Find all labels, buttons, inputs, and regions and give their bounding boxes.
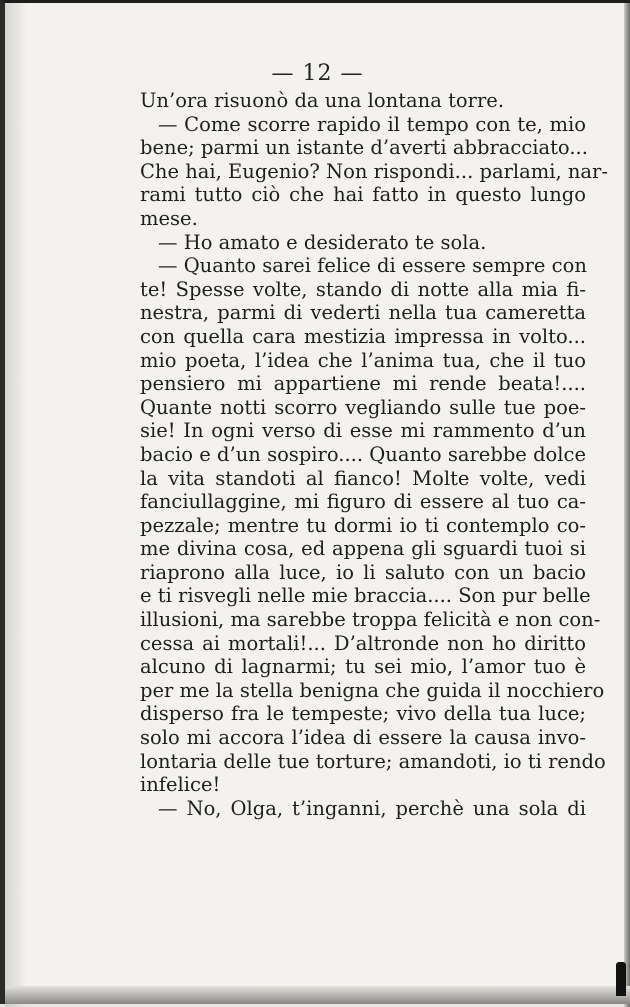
text-line: Quante notti scorro vegliando sulle tue poe-: [140, 395, 586, 419]
text-line: disperso fra le tempeste; vivo della tua luce;: [140, 702, 586, 726]
text-line: illusioni, ma sarebbe troppa felicità e non con-: [140, 608, 601, 632]
scan-corner-mark: [616, 962, 626, 996]
text-line: sie! In ogni verso di esse mi rammento d’un: [140, 419, 586, 443]
page-number: — 12 —: [271, 61, 364, 86]
text-line: riaprono alla luce, io li saluto con un bacio: [140, 560, 586, 584]
text-line: e ti risvegli nelle mie braccia.... Son pur belle: [140, 584, 591, 608]
text-line: fanciullaggine, mi figuro di essere al tuo ca-: [140, 490, 586, 514]
text-line: con quella cara mestizia impressa in volto...: [140, 324, 586, 348]
text-line: infelice!: [140, 773, 221, 797]
text-line: rami tutto ciò che hai fatto in questo lungo: [140, 183, 586, 207]
text-line: la vita standoti al fianco! Molte volte, vedi: [140, 466, 586, 490]
text-line: bene; parmi un istante d’averti abbracciato...: [140, 136, 588, 160]
text-line: cessa ai mortali!... D’altronde non ho diritto: [140, 631, 586, 655]
text-line: solo mi accora l’idea di essere la causa invo-: [140, 726, 586, 750]
text-line: — No, Olga, t’inganni, perchè una sola di: [158, 796, 586, 820]
text-line: mese.: [140, 206, 198, 230]
text-line: per me la stella benigna che guida il nocchiero: [140, 678, 605, 702]
binding-shadow: [5, 3, 27, 1007]
text-line: te! Spesse volte, stando di notte alla mia fi-: [140, 277, 586, 301]
text-line: Un’ora risuonò da una lontana torre.: [140, 89, 505, 112]
text-line: me divina cosa, ed appena gli sguardi tuoi si: [140, 537, 586, 561]
text-line: bacio e d’un sospiro.... Quanto sarebbe dolce: [140, 442, 586, 466]
text-line: mio poeta, l’idea che l’anima tua, che il tuo: [140, 348, 586, 372]
text-line: — Quanto sarei felice di essere sempre con: [158, 254, 587, 278]
text-line: pensiero mi appartiene mi rende beata!....: [140, 372, 586, 396]
page-edge-right: [624, 3, 630, 1007]
body-text: [140, 89, 608, 820]
text-line: — Come scorre rapido il tempo con te, mio: [158, 112, 586, 136]
page-edge-bottom: [5, 986, 630, 1004]
text-line: alcuno di lagnarmi; tu sei mio, l’amor tuo è: [140, 655, 586, 679]
text-line: — Ho amato e desiderato te sola.: [158, 230, 487, 254]
text-line: lontaria delle tue torture; amandoti, io ti rendo: [140, 749, 606, 773]
text-line: pezzale; mentre tu dormi io ti contemplo co-: [140, 513, 586, 537]
text-line: nestra, parmi di vederti nella tua cameretta: [140, 301, 586, 325]
text-line: Che hai, Eugenio? Non rispondi... parlami, nar-: [140, 159, 608, 183]
